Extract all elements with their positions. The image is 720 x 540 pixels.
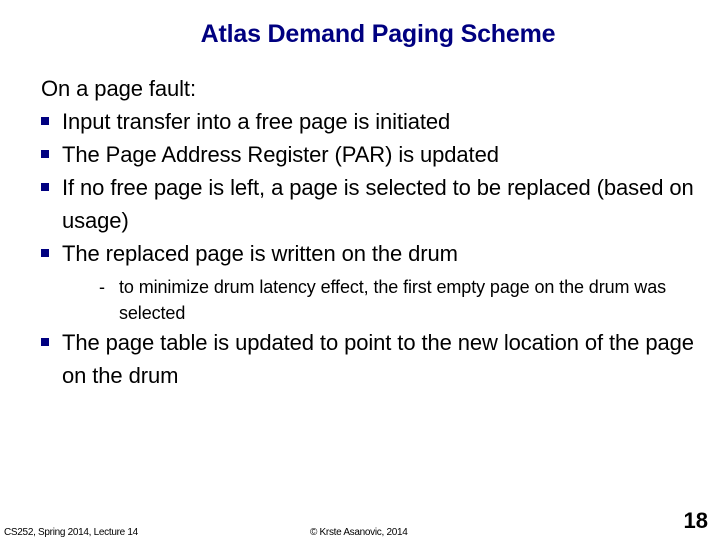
bullet-text: The Page Address Register (PAR) is updated: [62, 142, 499, 167]
sub-bullet-list: [62, 274, 711, 326]
intro-text: On a page fault:: [41, 76, 196, 101]
bullet-text: The replaced page is written on the drum: [62, 241, 458, 266]
slide-title: Atlas Demand Paging Scheme: [200, 20, 556, 48]
bullet-item: [41, 237, 711, 326]
footer-copyright: © Krste Asanovic, 2014: [310, 527, 408, 538]
bullet-text: Input transfer into a free page is initiated: [62, 109, 451, 134]
bullet-list: [41, 105, 711, 392]
bullet-text: The page table is updated to point to the new location of the page on the drum: [62, 330, 694, 388]
dash-bullet-icon: -: [99, 277, 105, 297]
square-bullet-icon: [41, 249, 49, 257]
square-bullet-icon: [41, 183, 49, 191]
sub-bullet-text: to minimize drum latency effect, the first empty page on the drum was selected: [119, 277, 667, 323]
square-bullet-icon: [41, 150, 49, 158]
footer-course: CS252, Spring 2014, Lecture 14: [4, 527, 138, 538]
bullet-text: If no free page is left, a page is selected to be replaced (based on usage): [62, 175, 694, 233]
bullet-item: [41, 105, 711, 138]
page-number: 18: [683, 508, 708, 533]
square-bullet-icon: [41, 117, 49, 125]
sub-bullet-item: [62, 274, 711, 326]
bullet-item: [41, 326, 711, 392]
square-bullet-icon: [41, 338, 49, 346]
bullet-item: [41, 138, 711, 171]
bullet-item: [41, 171, 711, 237]
